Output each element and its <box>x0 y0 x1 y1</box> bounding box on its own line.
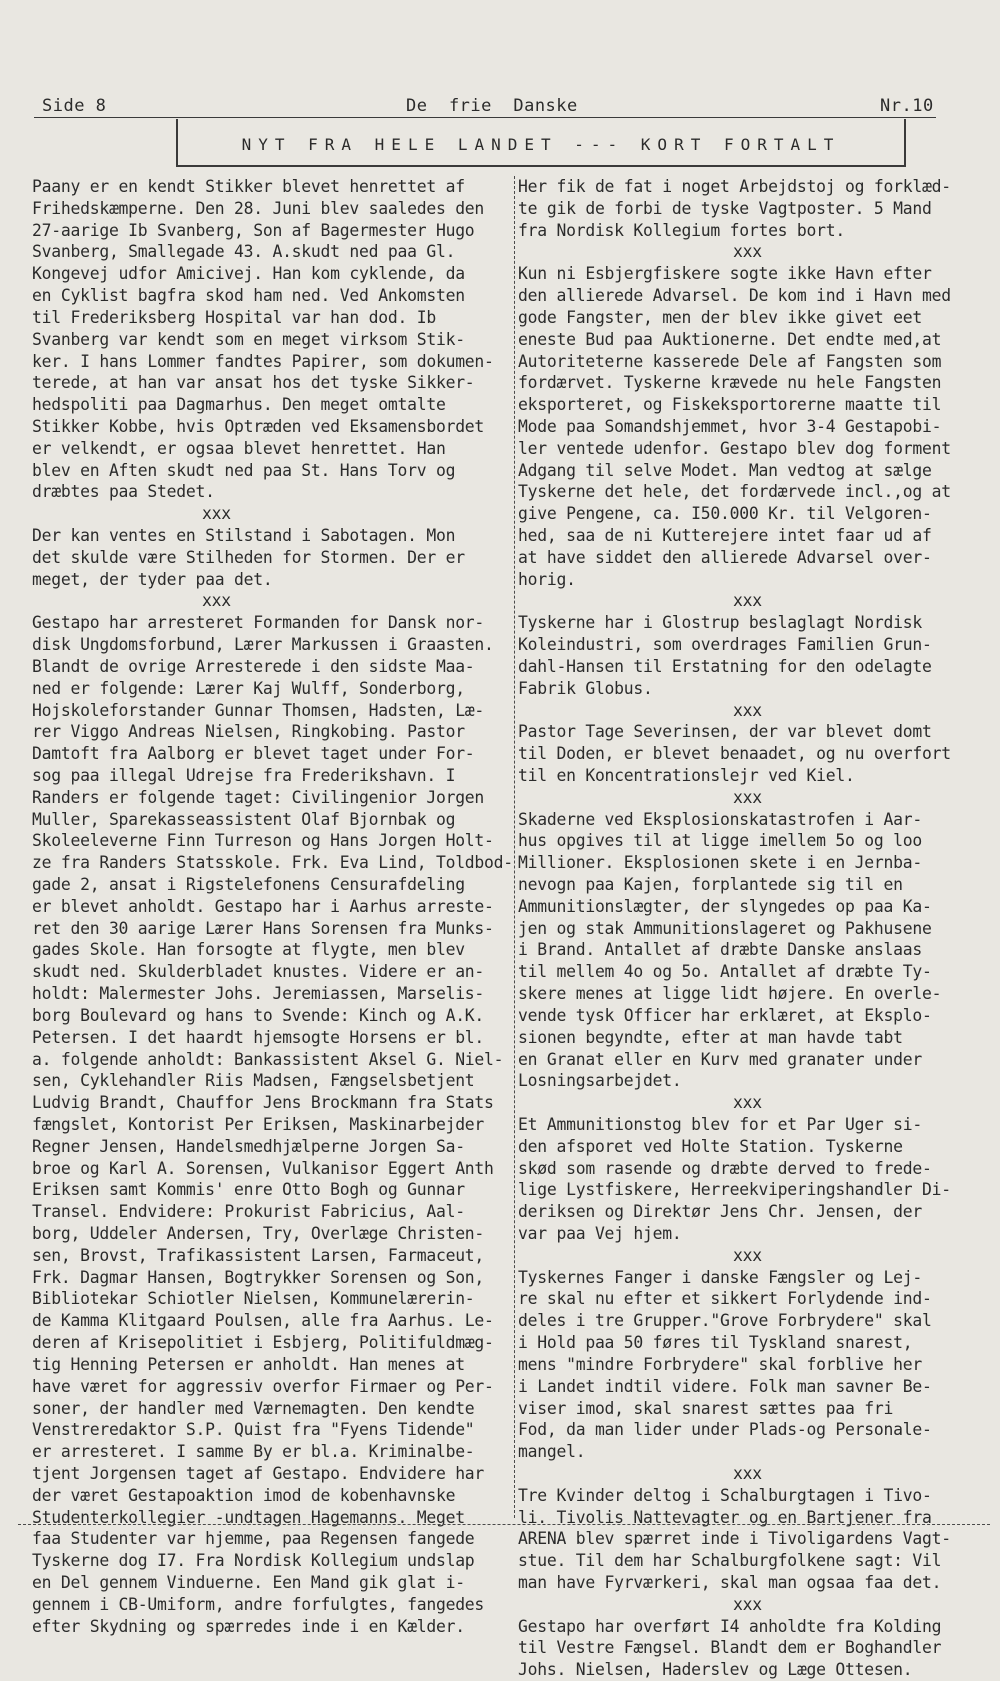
text-line: Tyskernes Fanger i danske Fængsler og Lej- <box>518 1267 922 1287</box>
text-line: Bibliotekar Schiotler Nielsen, Kommunelærerin- <box>32 1289 475 1309</box>
text-line: a. folgende anholdt: Bankassistent Aksel G. Niel- <box>32 1049 504 1069</box>
text-line: dræbtes paa Stedet. <box>32 482 215 502</box>
text-line: te gik de forbi de tyske Vagtposter. 5 Mand <box>518 198 932 218</box>
text-line: en Granat eller en Kurv med granater under <box>518 1049 922 1069</box>
text-line: deles i tre Grupper."Grove Forbrydere" skal <box>518 1311 932 1331</box>
section-separator: xxx <box>733 1093 762 1113</box>
text-line: til mellem 4o og 5o. Antallet af dræbte Ty- <box>518 962 932 982</box>
text-line: Tyskerne har i Glostrup beslaglagt Nordisk <box>518 613 922 633</box>
text-line: Tyskerne det hele, det fordærvede incl.,og at <box>518 482 951 502</box>
text-line: ker. I hans Lommer fandtes Papirer, som dokumen- <box>32 351 494 371</box>
column-divider <box>514 176 515 1518</box>
section-separator: xxx <box>202 504 231 524</box>
text-line: hed, saa de ni Kutterejere intet faar ud af <box>518 526 932 545</box>
section-banner <box>176 119 906 167</box>
text-line: stue. Til dem har Schalburgfolkene sagt: Vil <box>518 1551 942 1571</box>
text-line: Losningsarbejdet. <box>518 1071 682 1091</box>
text-line: terede, at han var ansat hos det tyske Sikker- <box>32 373 475 393</box>
text-line: en Cyklist bagfra skod ham ned. Ved Ankomsten <box>32 286 465 306</box>
text-line: jen og stak Ammunitionslageret og Pakhusene <box>518 918 932 938</box>
text-line: holdt: Malermester Johs. Jeremiassen, Marselis- <box>32 984 485 1004</box>
text-line: Muller, Sparekasseassistent Olaf Bjornbak og <box>32 809 456 829</box>
text-line: i Brand. Antallet af dræbte Danske anslaas <box>518 940 922 960</box>
text-line: give Pengene, ca. I50.000 Kr. til Velgoren- <box>518 504 932 524</box>
text-line: Petersen. I det haardt hjemsogte Horsens er bl. <box>32 1027 485 1047</box>
text-line: eneste Bud paa Auktionerne. Det endte med,at <box>518 329 942 349</box>
text-line: borg, Uddeler Andersen, Try, Overlæge Christen- <box>32 1224 485 1243</box>
text-line: deriksen og Direktør Jens Chr. Jensen, der <box>518 1202 922 1222</box>
text-line: re skal nu efter et sikkert Forlydende ind- <box>518 1289 932 1309</box>
text-line: Svanberg, Smallegade 43. A.skudt ned paa Gl. <box>32 242 456 262</box>
text-line: have været for aggressiv overfor Firmaer og Per- <box>32 1376 494 1396</box>
text-line: sen, Cyklehandler Riis Madsen, Fængselsbetjent <box>32 1071 475 1091</box>
text-line: der været Gestapoaktion imod de kobenhavnske <box>32 1485 456 1505</box>
text-line: Johs. Nielsen, Haderslev og Læge Ottesen. <box>518 1660 913 1680</box>
section-separator: xxx <box>733 1594 762 1614</box>
text-line: broe og Karl A. Sorensen, Vulkanisor Eggert Anth <box>32 1158 494 1178</box>
text-line: Paany er en kendt Stikker blevet henrettet af <box>32 177 465 196</box>
text-line: efter Skydning og spærredes inde i en Kælder. <box>32 1616 465 1636</box>
text-line: tjent Jorgensen taget af Gestapo. Endvidere har <box>32 1463 485 1483</box>
text-line: skudt ned. Skulderbladet knustes. Videre er an- <box>32 962 485 982</box>
text-line: rer Viggo Andreas Nielsen, Ringkobing. Pastor <box>32 722 465 742</box>
text-line: blev en Aften skudt ned paa St. Hans Torv og <box>32 460 456 480</box>
text-line: er blevet anholdt. Gestapo har i Aarhus arreste- <box>32 896 494 916</box>
newspaper-title: De frie Danske <box>406 96 578 116</box>
issue-number: Nr.10 <box>880 96 934 116</box>
text-line: skød som rasende og dræbte derved to frede- <box>518 1158 932 1178</box>
text-line: Autoriteterne kasserede Dele af Fangsten som <box>518 351 942 371</box>
section-separator: xxx <box>733 787 762 807</box>
text-line: gennem i CB-Umiform, andre forfulgtes, fangedes <box>32 1594 485 1614</box>
text-line: mens "mindre Forbrydere" skal forblive her <box>518 1354 922 1374</box>
text-line: til Vestre Fængsel. Blandt dem er Boghandler <box>518 1638 942 1658</box>
text-line: er arresteret. I samme By er bl.a. Kriminalbe- <box>32 1442 475 1462</box>
text-line: var paa Vej hjem. <box>518 1224 682 1243</box>
text-line: viser imod, skal snarest sættes paa fri <box>518 1398 894 1418</box>
text-line: disk Ungdomsforbund, Lærer Markussen i Graasten. <box>32 635 494 655</box>
text-line: Stikker Kobbe, hvis Optræden ved Eksamensbordet <box>32 416 485 436</box>
text-line: den allierede Advarsel. De kom ind i Havn med <box>518 286 951 306</box>
text-line: Adgang til selve Modet. Man vedtog at sælge <box>518 460 932 480</box>
text-line: er velkendt, er ogsaa blevet henrettet. Han <box>32 438 446 458</box>
section-separator: xxx <box>733 1245 762 1265</box>
text-line: ARENA blev spærret inde i Tivoligardens Vagt- <box>518 1529 951 1549</box>
text-line: man have Fyrværkeri, skal man ogsaa faa det. <box>518 1573 942 1592</box>
section-separator: xxx <box>733 700 762 720</box>
text-line: lige Lystfiskere, Herreekviperingshandler Di- <box>518 1180 951 1200</box>
text-line: Pastor Tage Severinsen, der var blevet domt <box>518 722 932 742</box>
text-line: fra Nordisk Kollegium fortes bort. <box>518 220 846 240</box>
text-line: Fabrik Globus. <box>518 678 653 698</box>
text-line: 27-aarige Ib Svanberg, Son af Bagermester Hugo <box>32 220 475 240</box>
text-line: Hojskoleforstander Gunnar Thomsen, Hadsten, Læ- <box>32 700 485 720</box>
text-line: Kun ni Esbjergfiskere sogte ikke Havn efter <box>518 264 932 284</box>
text-line: sen, Brovst, Trafikassistent Larsen, Farmaceut, <box>32 1245 485 1265</box>
text-line: en Del gennem Vinduerne. Een Mand gik glat i- <box>32 1573 465 1592</box>
page-number: Side 8 <box>42 96 107 116</box>
text-line: de Kamma Klitgaard Poulsen, alle fra Aarhus. Le- <box>32 1311 494 1331</box>
text-line: fængslet, Kontorist Per Eriksen, Maskinarbejder <box>32 1114 485 1134</box>
text-line: ler ventede udenfor. Gestapo blev dog forment <box>518 438 951 458</box>
text-line: Regner Jensen, Handelsmedhjælperne Jorgen Sa- <box>32 1136 465 1156</box>
text-line: fordærvet. Tyskerne krævede nu hele Fangsten <box>518 373 942 393</box>
section-separator: xxx <box>202 591 231 611</box>
text-line: Her fik de fat i noget Arbejdstoj og forklæd- <box>518 177 951 196</box>
text-line: Transel. Endvidere: Prokurist Fabricius, Aal- <box>32 1202 465 1222</box>
text-line: Randers er folgende taget: Civilingenior Jorgen <box>32 787 485 807</box>
text-line: hus opgives til at ligge imellem 5o og loo <box>518 831 922 851</box>
section-heading: NYT FRA HELE LANDET --- KORT FORTALT <box>241 135 841 154</box>
text-line: Kongevej udfor Amicivej. Han kom cyklende, da <box>32 264 465 284</box>
text-line: Tre Kvinder deltog i Schalburgtagen i Tivo- <box>518 1485 932 1505</box>
text-line: hedspoliti paa Dagmarhus. Den meget omtalte <box>32 395 446 415</box>
text-line: soner, der handler med Værnemagten. Den kendte <box>32 1398 475 1418</box>
text-line: Der kan ventes en Stilstand i Sabotagen. Mon <box>32 526 456 545</box>
section-separator: xxx <box>733 1463 762 1483</box>
text-line: den afsporet ved Holte Station. Tyskerne <box>518 1136 903 1156</box>
text-line: Koleindustri, som overdrages Familien Grun- <box>518 635 932 655</box>
text-line: Millioner. Eksplosionen skete i en Jernba- <box>518 853 922 873</box>
text-line: Fod, da man lider under Plads-og Personale- <box>518 1420 932 1440</box>
text-line: Damtoft fra Aalborg er blevet taget under For- <box>32 744 475 764</box>
text-line: Mode paa Somandshjemmet, hvor 3-4 Gestapobi- <box>518 416 942 436</box>
text-line: Tyskerne dog I7. Fra Nordisk Kollegium undslap <box>32 1551 475 1571</box>
text-line: nevogn paa Kajen, forplantede sig til en <box>518 875 903 894</box>
header-rule <box>34 117 936 118</box>
text-line: til Frederiksberg Hospital var han dod. Ib <box>32 307 436 327</box>
text-line: eksporteret, og Fiskeksportorerne maatte til <box>518 395 942 415</box>
text-line: Venstreredaktor S.P. Quist fra "Fyens Tidende" <box>32 1420 475 1440</box>
text-line: Studenterkollegier -undtagen Hagemanns. Meget <box>32 1507 465 1527</box>
text-line: til Doden, er blevet benaadet, og nu overfort <box>518 744 951 764</box>
text-line: sionen begyndte, efter at man havde tabt <box>518 1027 903 1047</box>
text-line: i Hold paa 50 føres til Tyskland snarest, <box>518 1333 913 1353</box>
text-line: Skoleeleverne Finn Turreson og Hans Jorgen Holt- <box>32 831 494 851</box>
section-separator: xxx <box>733 242 762 262</box>
text-line: Frk. Dagmar Hansen, Bogtrykker Sorensen og Son, <box>32 1267 485 1287</box>
text-line: Blandt de ovrige Arresterede i den sidste Maa- <box>32 656 475 676</box>
text-line: vende tysk Officer har erklæret, at Eksplo- <box>518 1005 932 1025</box>
text-line: Frihedskæmperne. Den 28. Juni blev saaledes den <box>32 198 485 218</box>
text-line: Svanberg var kendt som en meget virksom Stik- <box>32 329 465 349</box>
text-line: Ludvig Brandt, Chauffor Jens Brockmann fra Stats <box>32 1093 494 1113</box>
text-line: tig Henning Petersen er anholdt. Han menes at <box>32 1354 465 1374</box>
text-line: Et Ammunitionstog blev for et Par Uger si- <box>518 1114 922 1134</box>
text-line: i Landet indtil videre. Folk man savner Be- <box>518 1376 932 1396</box>
text-line: Eriksen samt Kommis' enre Otto Bogh og Gunnar <box>32 1180 465 1200</box>
text-line: borg Boulevard og hans to Svende: Kinch og A.K. <box>32 1005 485 1025</box>
text-line: ret den 30 aarige Lærer Hans Sorensen fra Munks- <box>32 918 494 938</box>
left-column <box>32 176 518 1637</box>
text-line: ze fra Randers Statsskole. Frk. Eva Lind, Toldbod- <box>32 853 513 873</box>
text-line: sog paa illegal Udrejse fra Frederikshavn. I <box>32 765 456 785</box>
text-line: at have siddet den allierede Advarsel over- <box>518 547 932 567</box>
text-line: horig. <box>518 569 576 589</box>
text-line: gades Skole. Han forsogte at flygte, men blev <box>32 940 465 960</box>
text-line: li. Tivolis Nattevagter og en Bartjener fra <box>518 1507 932 1527</box>
text-line: skere menes at ligge lidt højere. En overle- <box>518 984 942 1004</box>
text-line: faa Studenter var hjemme, paa Regensen fangede <box>32 1529 475 1549</box>
text-line: gade 2, ansat i Rigstelefonens Censurafdeling <box>32 875 465 894</box>
footer-rule <box>18 1524 990 1525</box>
text-line: Gestapo har overført I4 anholdte fra Kolding <box>518 1616 942 1636</box>
text-line: Skaderne ved Eksplosionskatastrofen i Aar- <box>518 809 922 829</box>
text-line: Ammunitionslægter, der slyngedes op paa Ka- <box>518 896 932 916</box>
text-line: meget, der tyder paa det. <box>32 569 273 589</box>
text-line: det skulde være Stilheden for Stormen. Der er <box>32 547 465 567</box>
text-line: Gestapo har arresteret Formanden for Dansk nor- <box>32 613 485 633</box>
text-line: mangel. <box>518 1442 586 1462</box>
right-column <box>518 176 988 1681</box>
text-line: til en Koncentrationslejr ved Kiel. <box>518 765 855 785</box>
text-line: dahl-Hansen til Erstatning for den odelagte <box>518 656 932 676</box>
section-separator: xxx <box>733 591 762 611</box>
text-line: gode Fangster, men der blev ikke givet eet <box>518 307 922 327</box>
text-line: ned er folgende: Lærer Kaj Wulff, Sonderborg, <box>32 678 465 698</box>
text-line: deren af Krisepolitiet i Esbjerg, Politifuldmæg- <box>32 1333 494 1353</box>
